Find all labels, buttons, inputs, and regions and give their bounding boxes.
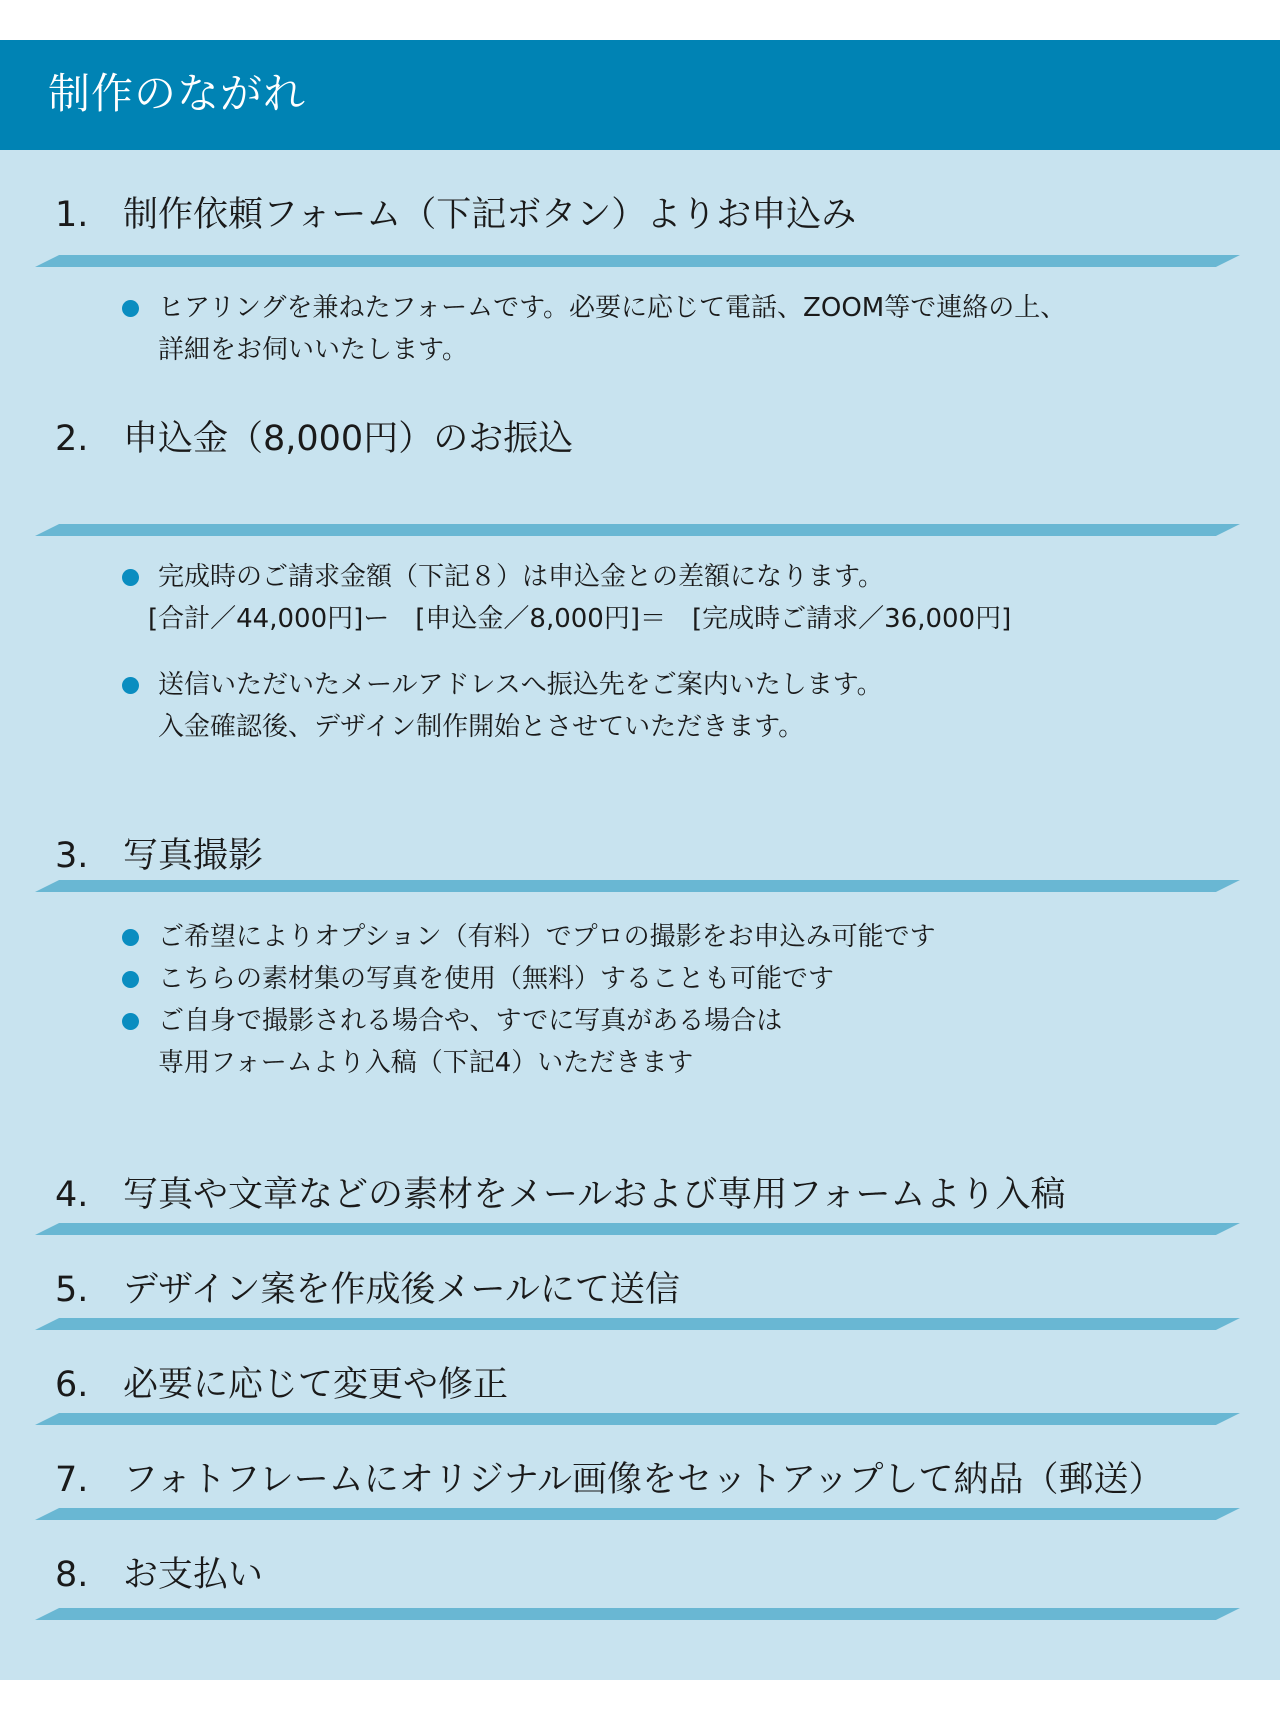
step-3-bullets	[120, 916, 936, 1084]
step-number: 7.	[55, 1460, 89, 1500]
step-label: デザイン案を作成後メールにて送信	[123, 1270, 680, 1310]
bullet-dot-icon	[122, 929, 139, 946]
step-label: 写真や文章などの素材をメールおよび専用フォームより入稿	[123, 1175, 1066, 1215]
bullet-dot-icon	[122, 300, 139, 317]
list-item	[120, 1000, 936, 1084]
list-item	[120, 556, 1011, 640]
step-divider	[35, 880, 1240, 892]
step-title	[55, 833, 263, 879]
bullet-text: 専用フォームより入稿（下記4）いただきます	[158, 1048, 694, 1078]
step-number: 5.	[55, 1270, 89, 1310]
list-item	[120, 287, 1066, 371]
step-title	[55, 1552, 263, 1598]
step-divider	[35, 524, 1240, 536]
bullet-dot-icon	[122, 677, 139, 694]
step-number: 6.	[55, 1365, 89, 1405]
price-calculation: [合計／44,000円]ー [申込金／8,000円]＝ [完成時ご請求／36,000円]	[148, 604, 1012, 634]
step-2-bullets	[120, 556, 1011, 748]
list-item	[120, 664, 1011, 748]
step-label: 申込金（8,000円）のお振込	[123, 419, 574, 459]
step-title	[55, 416, 573, 462]
step-label: お支払い	[123, 1555, 264, 1595]
step-divider	[35, 1318, 1240, 1330]
step-divider	[35, 1608, 1240, 1620]
step-title	[55, 1172, 1066, 1218]
bullet-text: 入金確認後、デザイン制作開始とさせていただきます。	[158, 712, 805, 742]
step-number: 4.	[55, 1175, 89, 1215]
step-label: 必要に応じて変更や修正	[123, 1365, 509, 1405]
list-item	[120, 958, 936, 1000]
bullet-dot-icon	[122, 971, 139, 988]
bullet-dot-icon	[122, 569, 139, 586]
step-number: 1.	[55, 195, 89, 235]
step-divider	[35, 255, 1240, 267]
bullet-text: ご希望によりオプション（有料）でプロの撮影をお申込み可能です	[158, 922, 936, 952]
flow-panel	[0, 40, 1280, 1680]
page-title: 制作のながれ	[48, 69, 307, 118]
step-title	[55, 1267, 680, 1313]
step-label: フォトフレームにオリジナル画像をセットアップして納品（郵送）	[123, 1460, 1164, 1500]
step-number: 3.	[55, 836, 89, 876]
step-divider	[35, 1223, 1240, 1235]
bullet-dot-icon	[122, 1013, 139, 1030]
step-number: 2.	[55, 419, 89, 459]
step-divider	[35, 1413, 1240, 1425]
header-bar	[0, 40, 1280, 150]
bullet-text: ご自身で撮影される場合や、すでに写真がある場合は	[158, 1006, 783, 1036]
step-label: 制作依頼フォーム（下記ボタン）よりお申込み	[123, 195, 857, 235]
step-title	[55, 1457, 1164, 1503]
bullet-text: 詳細をお伺いいたします。	[158, 335, 468, 365]
step-label: 写真撮影	[123, 836, 264, 876]
step-number: 8.	[55, 1555, 89, 1595]
bullet-text: こちらの素材集の写真を使用（無料）することも可能です	[158, 964, 835, 994]
step-1-bullets	[120, 287, 1066, 371]
bullet-text: 送信いただいたメールアドレスへ振込先をご案内いたします。	[158, 670, 883, 700]
list-item	[120, 916, 936, 958]
step-title	[55, 1362, 508, 1408]
step-divider	[35, 1508, 1240, 1520]
bullet-text: 完成時のご請求金額（下記８）は申込金との差額になります。	[158, 562, 884, 592]
step-title	[55, 192, 856, 238]
bullet-text: ヒアリングを兼ねたフォームです。必要に応じて電話、ZOOM等で連絡の上、	[158, 293, 1067, 323]
